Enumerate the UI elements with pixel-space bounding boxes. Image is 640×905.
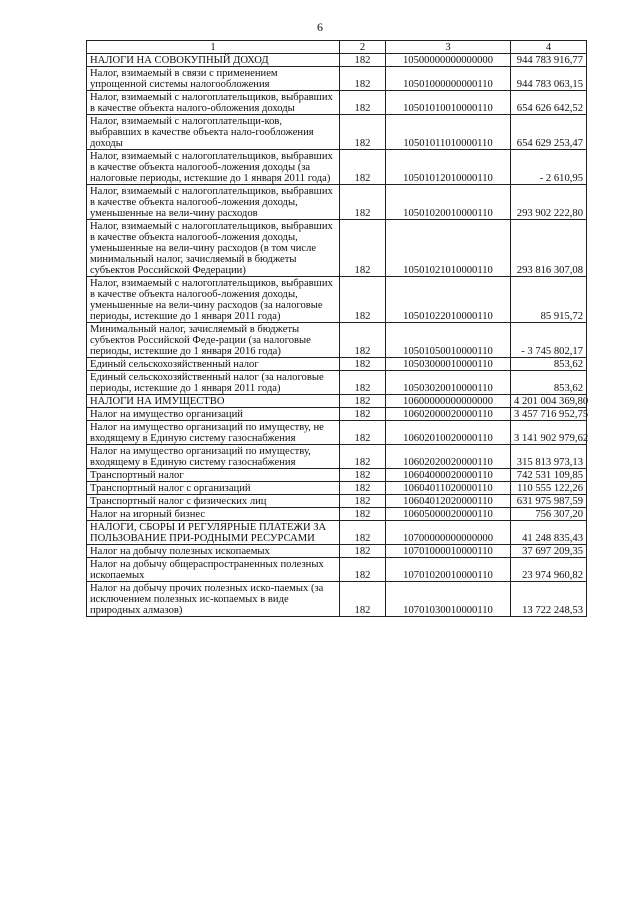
row-amount: 3 141 902 979,62	[511, 421, 587, 445]
table-row	[87, 469, 587, 482]
row-name: Транспортный налог с организаций	[87, 482, 340, 495]
row-amount: 742 531 109,85	[511, 469, 587, 482]
row-name: Транспортный налог с физических лиц	[87, 495, 340, 508]
row-amount: 293 902 222,80	[511, 185, 587, 220]
row-budget-code: 10602020020000110	[386, 445, 511, 469]
row-amount: 654 629 253,47	[511, 115, 587, 150]
row-amount: 944 783 063,15	[511, 67, 587, 91]
row-budget-code: 10501000000000110	[386, 67, 511, 91]
row-admin-code: 182	[340, 371, 386, 395]
header-col-4: 4	[511, 41, 587, 54]
row-amount: 4 201 004 369,80	[511, 395, 587, 408]
row-admin-code: 182	[340, 408, 386, 421]
row-admin-code: 182	[340, 115, 386, 150]
row-budget-code: 10604000020000110	[386, 469, 511, 482]
row-amount: 41 248 835,43	[511, 521, 587, 545]
row-name: Налог, взимаемый с налогоплательщиков, выбравших в качестве объекта налогооб-ложения доходы, уменьшенные на вели-чину расходов (в том числе минимальный налог, зачисляемый в бюджеты субъектов Российской Федерации)	[87, 220, 340, 277]
table-row	[87, 277, 587, 323]
table-row	[87, 421, 587, 445]
row-amount: - 3 745 802,17	[511, 323, 587, 358]
row-name: Налог, взимаемый с налогоплательщиков, выбравших в качестве объекта налого-обложения доходы	[87, 91, 340, 115]
row-budget-code: 10701030010000110	[386, 582, 511, 617]
row-budget-code: 10503020010000110	[386, 371, 511, 395]
row-amount: 654 626 642,52	[511, 91, 587, 115]
row-budget-code: 10501011010000110	[386, 115, 511, 150]
row-budget-code: 10701000010000110	[386, 545, 511, 558]
row-amount: 853,62	[511, 358, 587, 371]
table-row	[87, 150, 587, 185]
row-admin-code: 182	[340, 521, 386, 545]
table-row	[87, 558, 587, 582]
row-name: НАЛОГИ, СБОРЫ И РЕГУЛЯРНЫЕ ПЛАТЕЖИ ЗА ПОЛЬЗОВАНИЕ ПРИ-РОДНЫМИ РЕСУРСАМИ	[87, 521, 340, 545]
row-name: Налог на имущество организаций по имуществу, входящему в Единую систему газоснабжения	[87, 445, 340, 469]
table-row	[87, 323, 587, 358]
table-row	[87, 508, 587, 521]
row-name: Налог на добычу прочих полезных иско-паемых (за исключением полезных ис-копаемых в виде природных алмазов)	[87, 582, 340, 617]
table-body	[87, 54, 587, 617]
table-row	[87, 67, 587, 91]
table-row	[87, 54, 587, 67]
row-name: Налог на имущество организаций по имуществу, не входящему в Единую систему газоснабжения	[87, 421, 340, 445]
row-admin-code: 182	[340, 495, 386, 508]
row-name: НАЛОГИ НА СОВОКУПНЫЙ ДОХОД	[87, 54, 340, 67]
row-admin-code: 182	[340, 185, 386, 220]
table-row	[87, 115, 587, 150]
row-amount: 293 816 307,08	[511, 220, 587, 277]
row-admin-code: 182	[340, 445, 386, 469]
row-admin-code: 182	[340, 395, 386, 408]
row-amount: - 2 610,95	[511, 150, 587, 185]
row-budget-code: 10602000020000110	[386, 408, 511, 421]
row-name: Единый сельскохозяйственный налог	[87, 358, 340, 371]
row-amount: 315 813 973,13	[511, 445, 587, 469]
row-name: Транспортный налог	[87, 469, 340, 482]
row-name: Единый сельскохозяйственный налог (за налоговые периоды, истекшие до 1 января 2011 года)	[87, 371, 340, 395]
row-name: Минимальный налог, зачисляемый в бюджеты субъектов Российской Феде-рации (за налоговые периоды, истекшие до 1 января 2016 года)	[87, 323, 340, 358]
row-amount: 756 307,20	[511, 508, 587, 521]
row-admin-code: 182	[340, 582, 386, 617]
table-row	[87, 545, 587, 558]
row-name: Налог, взимаемый с налогоплательщи-ков, выбравших в качестве объекта нало-гообложения доходы	[87, 115, 340, 150]
row-budget-code: 10604012020000110	[386, 495, 511, 508]
table-row	[87, 220, 587, 277]
row-amount: 631 975 987,59	[511, 495, 587, 508]
table-row	[87, 371, 587, 395]
row-budget-code: 10501020010000110	[386, 185, 511, 220]
row-admin-code: 182	[340, 54, 386, 67]
table-row	[87, 582, 587, 617]
row-admin-code: 182	[340, 545, 386, 558]
table-header-row	[87, 41, 587, 54]
row-budget-code: 10602010020000110	[386, 421, 511, 445]
row-admin-code: 182	[340, 508, 386, 521]
row-amount: 37 697 209,35	[511, 545, 587, 558]
row-budget-code: 10503000010000110	[386, 358, 511, 371]
row-budget-code: 10501050010000110	[386, 323, 511, 358]
revenue-table	[86, 40, 587, 617]
row-admin-code: 182	[340, 67, 386, 91]
table-row	[87, 358, 587, 371]
row-name: Налог, взимаемый с налогоплательщиков, выбравших в качестве объекта налогооб-ложения доходы, уменьшенные на вели-чину расходов	[87, 185, 340, 220]
table-row	[87, 395, 587, 408]
row-admin-code: 182	[340, 482, 386, 495]
row-admin-code: 182	[340, 558, 386, 582]
row-amount: 3 457 716 952,75	[511, 408, 587, 421]
row-name: Налог на игорный бизнес	[87, 508, 340, 521]
table-row	[87, 408, 587, 421]
row-admin-code: 182	[340, 277, 386, 323]
row-name: Налог на добычу полезных ископаемых	[87, 545, 340, 558]
row-amount: 944 783 916,77	[511, 54, 587, 67]
row-admin-code: 182	[340, 469, 386, 482]
row-budget-code: 10701020010000110	[386, 558, 511, 582]
header-col-1: 1	[87, 41, 340, 54]
row-amount: 23 974 960,82	[511, 558, 587, 582]
page-number: 6	[317, 20, 323, 34]
row-name: НАЛОГИ НА ИМУЩЕСТВО	[87, 395, 340, 408]
row-name: Налог на имущество организаций	[87, 408, 340, 421]
row-budget-code: 10501022010000110	[386, 277, 511, 323]
row-budget-code: 10501021010000110	[386, 220, 511, 277]
row-admin-code: 182	[340, 323, 386, 358]
header-col-3: 3	[386, 41, 511, 54]
table-row	[87, 185, 587, 220]
row-admin-code: 182	[340, 91, 386, 115]
table-row	[87, 482, 587, 495]
row-budget-code: 10700000000000000	[386, 521, 511, 545]
table-row	[87, 91, 587, 115]
row-admin-code: 182	[340, 220, 386, 277]
table-row	[87, 521, 587, 545]
row-name: Налог, взимаемый с налогоплательщиков, выбравших в качестве объекта налогооб-ложения доходы (за налоговые периоды, истекшие до 1 января 2011 года)	[87, 150, 340, 185]
header-col-2: 2	[340, 41, 386, 54]
row-admin-code: 182	[340, 421, 386, 445]
row-budget-code: 10605000020000110	[386, 508, 511, 521]
row-budget-code: 10500000000000000	[386, 54, 511, 67]
row-admin-code: 182	[340, 358, 386, 371]
row-budget-code: 10501010010000110	[386, 91, 511, 115]
row-name: Налог, взимаемый с налогоплательщиков, выбравших в качестве объекта налогооб-ложения доходы, уменьшенные на вели-чину расходов (за налоговые периоды, истекшие до 1 января 2011 года)	[87, 277, 340, 323]
row-name: Налог на добычу общераспространенных полезных ископаемых	[87, 558, 340, 582]
row-amount: 13 722 248,53	[511, 582, 587, 617]
row-admin-code: 182	[340, 150, 386, 185]
table-row	[87, 445, 587, 469]
row-budget-code: 10501012010000110	[386, 150, 511, 185]
row-budget-code: 10600000000000000	[386, 395, 511, 408]
table-row	[87, 495, 587, 508]
row-amount: 110 555 122,26	[511, 482, 587, 495]
row-name: Налог, взимаемый в связи с применением упрощенной системы налогообложения	[87, 67, 340, 91]
row-budget-code: 10604011020000110	[386, 482, 511, 495]
row-amount: 853,62	[511, 371, 587, 395]
row-amount: 85 915,72	[511, 277, 587, 323]
